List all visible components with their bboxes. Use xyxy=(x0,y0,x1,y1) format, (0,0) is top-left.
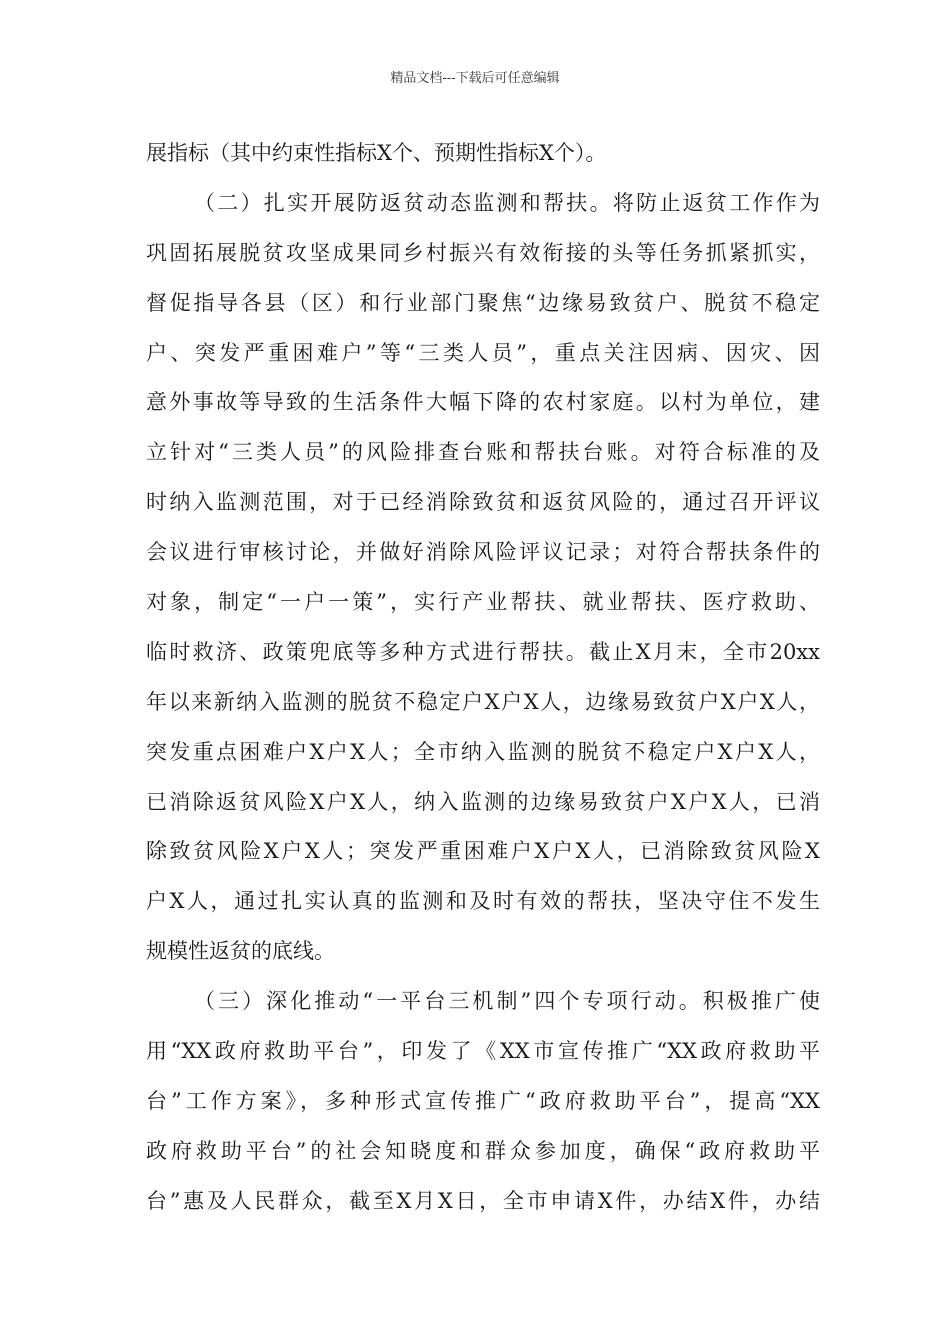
paragraph-line: （二）扎实开展防返贫动态监测和帮扶。将防止返贫工作作为 xyxy=(194,190,820,215)
paragraph-line: 会议进行审核讨论，并做好消除风险评议记录；对符合帮扶条件的 xyxy=(146,540,820,565)
paragraph-line: 已消除返贫风险X户X人，纳入监测的边缘易致贫户X户X人，已消 xyxy=(146,789,820,814)
paragraph-line: 对象，制定“一户一策”，实行产业帮扶、就业帮扶、医疗救助、 xyxy=(146,590,820,615)
paragraph-line: 督促指导各县（区）和行业部门聚焦“边缘易致贫户、脱贫不稳定 xyxy=(146,290,820,315)
paragraph-line: 用“XX政府救助平台”，印发了《XX市宣传推广“XX政府救助平 xyxy=(146,1039,820,1064)
paragraph-line: （三）深化推动“一平台三机制”四个专项行动。积极推广使 xyxy=(194,989,820,1014)
paragraph-line: 除致贫风险X户X人；突发严重困难户X户X人，已消除致贫风险X xyxy=(146,839,820,864)
paragraph-line: 台”惠及人民群众，截至X月X日，全市申请X件，办结X件，办结 xyxy=(146,1188,820,1213)
document-body xyxy=(146,129,820,1227)
paragraph-line: 展指标（其中约束性指标X个、预期性指标X个）。 xyxy=(146,141,607,165)
paragraph-line: 户X人，通过扎实认真的监测和及时有效的帮扶，坚决守住不发生 xyxy=(146,889,820,914)
paragraph-line: 时纳入监测范围，对于已经消除致贫和返贫风险的，通过召开评议 xyxy=(146,490,820,515)
paragraph-line: 年以来新纳入监测的脱贫不稳定户X户X人，边缘易致贫户X户X人， xyxy=(146,689,820,714)
paragraph-line: 台”工作方案》，多种形式宣传推广“政府救助平台”，提高“XX xyxy=(146,1088,820,1113)
paragraph-line: 政府救助平台”的社会知晓度和群众参加度，确保“政府救助平 xyxy=(146,1138,820,1163)
paragraph-line: 规模性返贫的底线。 xyxy=(146,939,335,964)
paragraph-line: 户、突发严重困难户”等“三类人员”，重点关注因病、因灾、因 xyxy=(146,340,820,365)
paragraph-line: 巩固拓展脱贫攻坚成果同乡村振兴有效衔接的头等任务抓紧抓实， xyxy=(146,240,820,265)
paragraph-line: 立针对“三类人员”的风险排查台账和帮扶台账。对符合标准的及 xyxy=(146,440,820,465)
paragraph-line: 突发重点困难户X户X人；全市纳入监测的脱贫不稳定户X户X人， xyxy=(146,739,820,764)
paragraph-line: 临时救济、政策兜底等多种方式进行帮扶。截止X月末，全市20xx xyxy=(146,639,820,664)
page-header: 精品文档---下载后可任意编辑 xyxy=(390,71,560,86)
paragraph-line: 意外事故等导致的生活条件大幅下降的农村家庭。以村为单位，建 xyxy=(146,390,820,415)
